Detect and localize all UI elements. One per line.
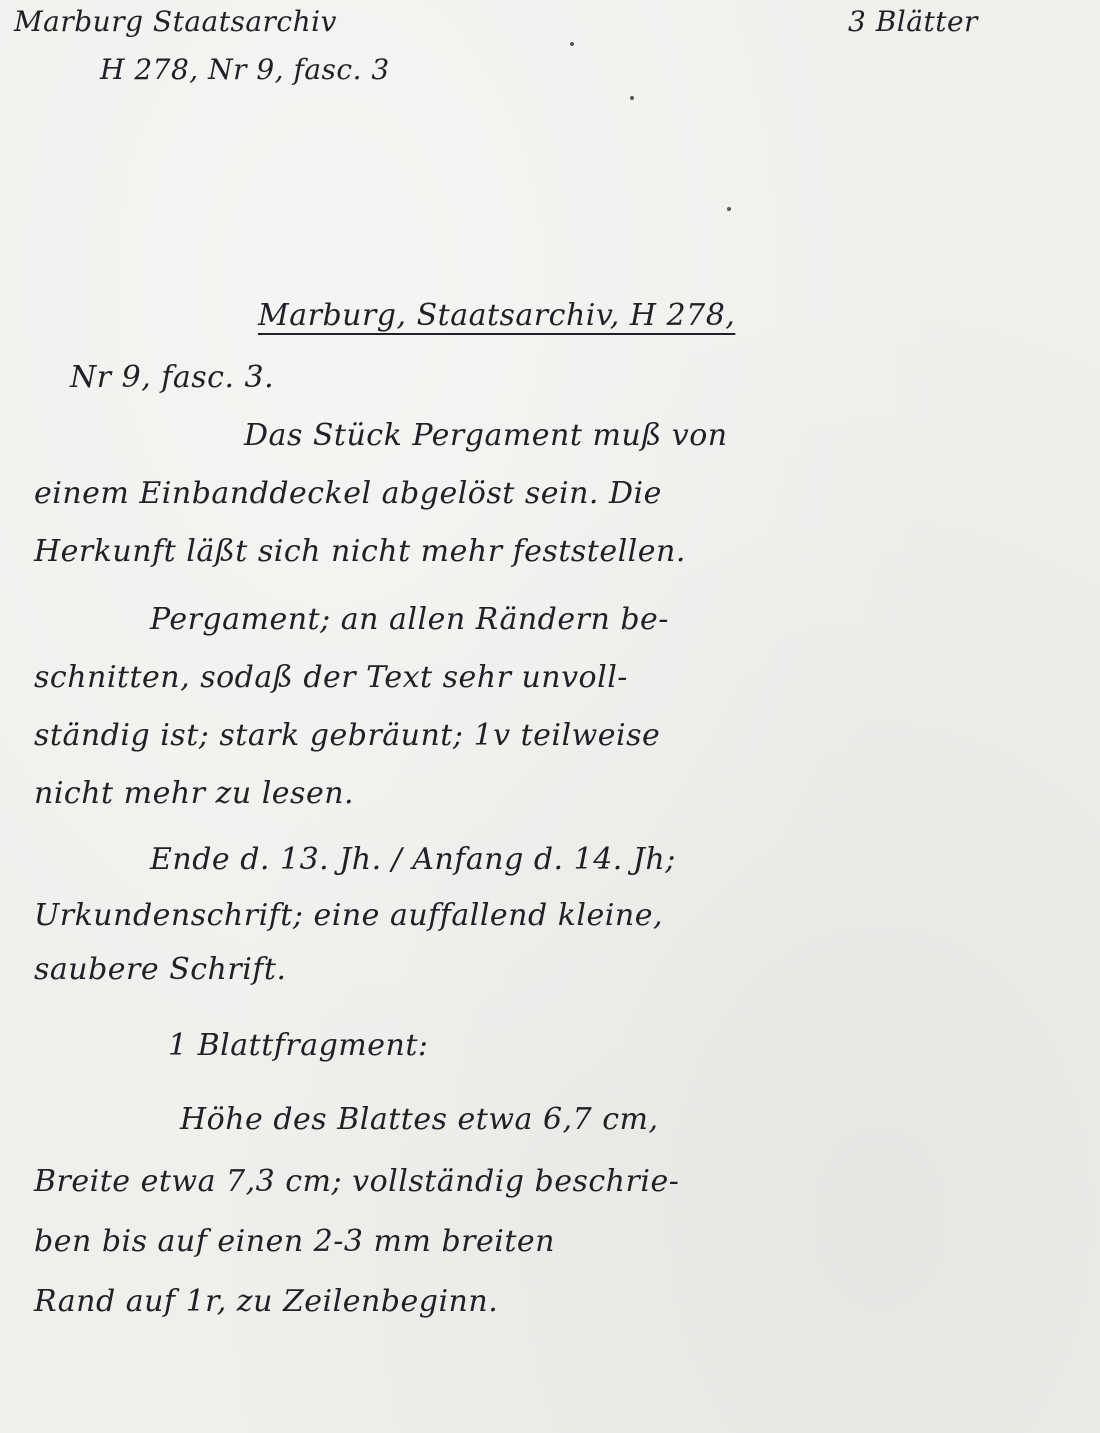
header-archive-line: Marburg Staatsarchiv xyxy=(14,5,337,38)
ink-speck xyxy=(630,96,634,100)
body-line: Pergament; an allen Rändern be- xyxy=(150,602,669,637)
body-line: ständig ist; stark gebräunt; 1v teilweise xyxy=(34,718,661,753)
body-line: Urkundenschrift; eine auffallend kleine, xyxy=(34,898,663,933)
body-line: ben bis auf einen 2-3 mm breiten xyxy=(34,1224,555,1259)
ink-speck xyxy=(570,42,574,46)
body-line: Höhe des Blattes etwa 6,7 cm, xyxy=(180,1102,659,1137)
ink-speck xyxy=(727,207,731,211)
body-line: Ende d. 13. Jh. / Anfang d. 14. Jh; xyxy=(150,842,676,877)
body-line: Rand auf 1r, zu Zeilenbeginn. xyxy=(34,1284,499,1319)
body-line: Breite etwa 7,3 cm; vollständig beschrie- xyxy=(34,1164,680,1199)
body-line: Das Stück Pergament muß von xyxy=(244,418,728,453)
body-line: nicht mehr zu lesen. xyxy=(34,776,355,811)
heading-title: Marburg, Staatsarchiv, H 278, xyxy=(258,298,736,333)
heading-subtitle: Nr 9, fasc. 3. xyxy=(70,360,275,395)
body-line: saubere Schrift. xyxy=(34,952,287,987)
body-line: schnitten, sodaß der Text sehr unvoll- xyxy=(34,660,628,695)
body-line: 1 Blattfragment: xyxy=(168,1028,429,1063)
body-line: einem Einbanddeckel abgelöst sein. Die xyxy=(34,476,662,511)
header-signature-line: H 278, Nr 9, fasc. 3 xyxy=(100,53,390,86)
body-line: Herkunft läßt sich nicht mehr feststellen. xyxy=(34,534,686,569)
header-sheet-count: 3 Blätter xyxy=(848,5,978,38)
